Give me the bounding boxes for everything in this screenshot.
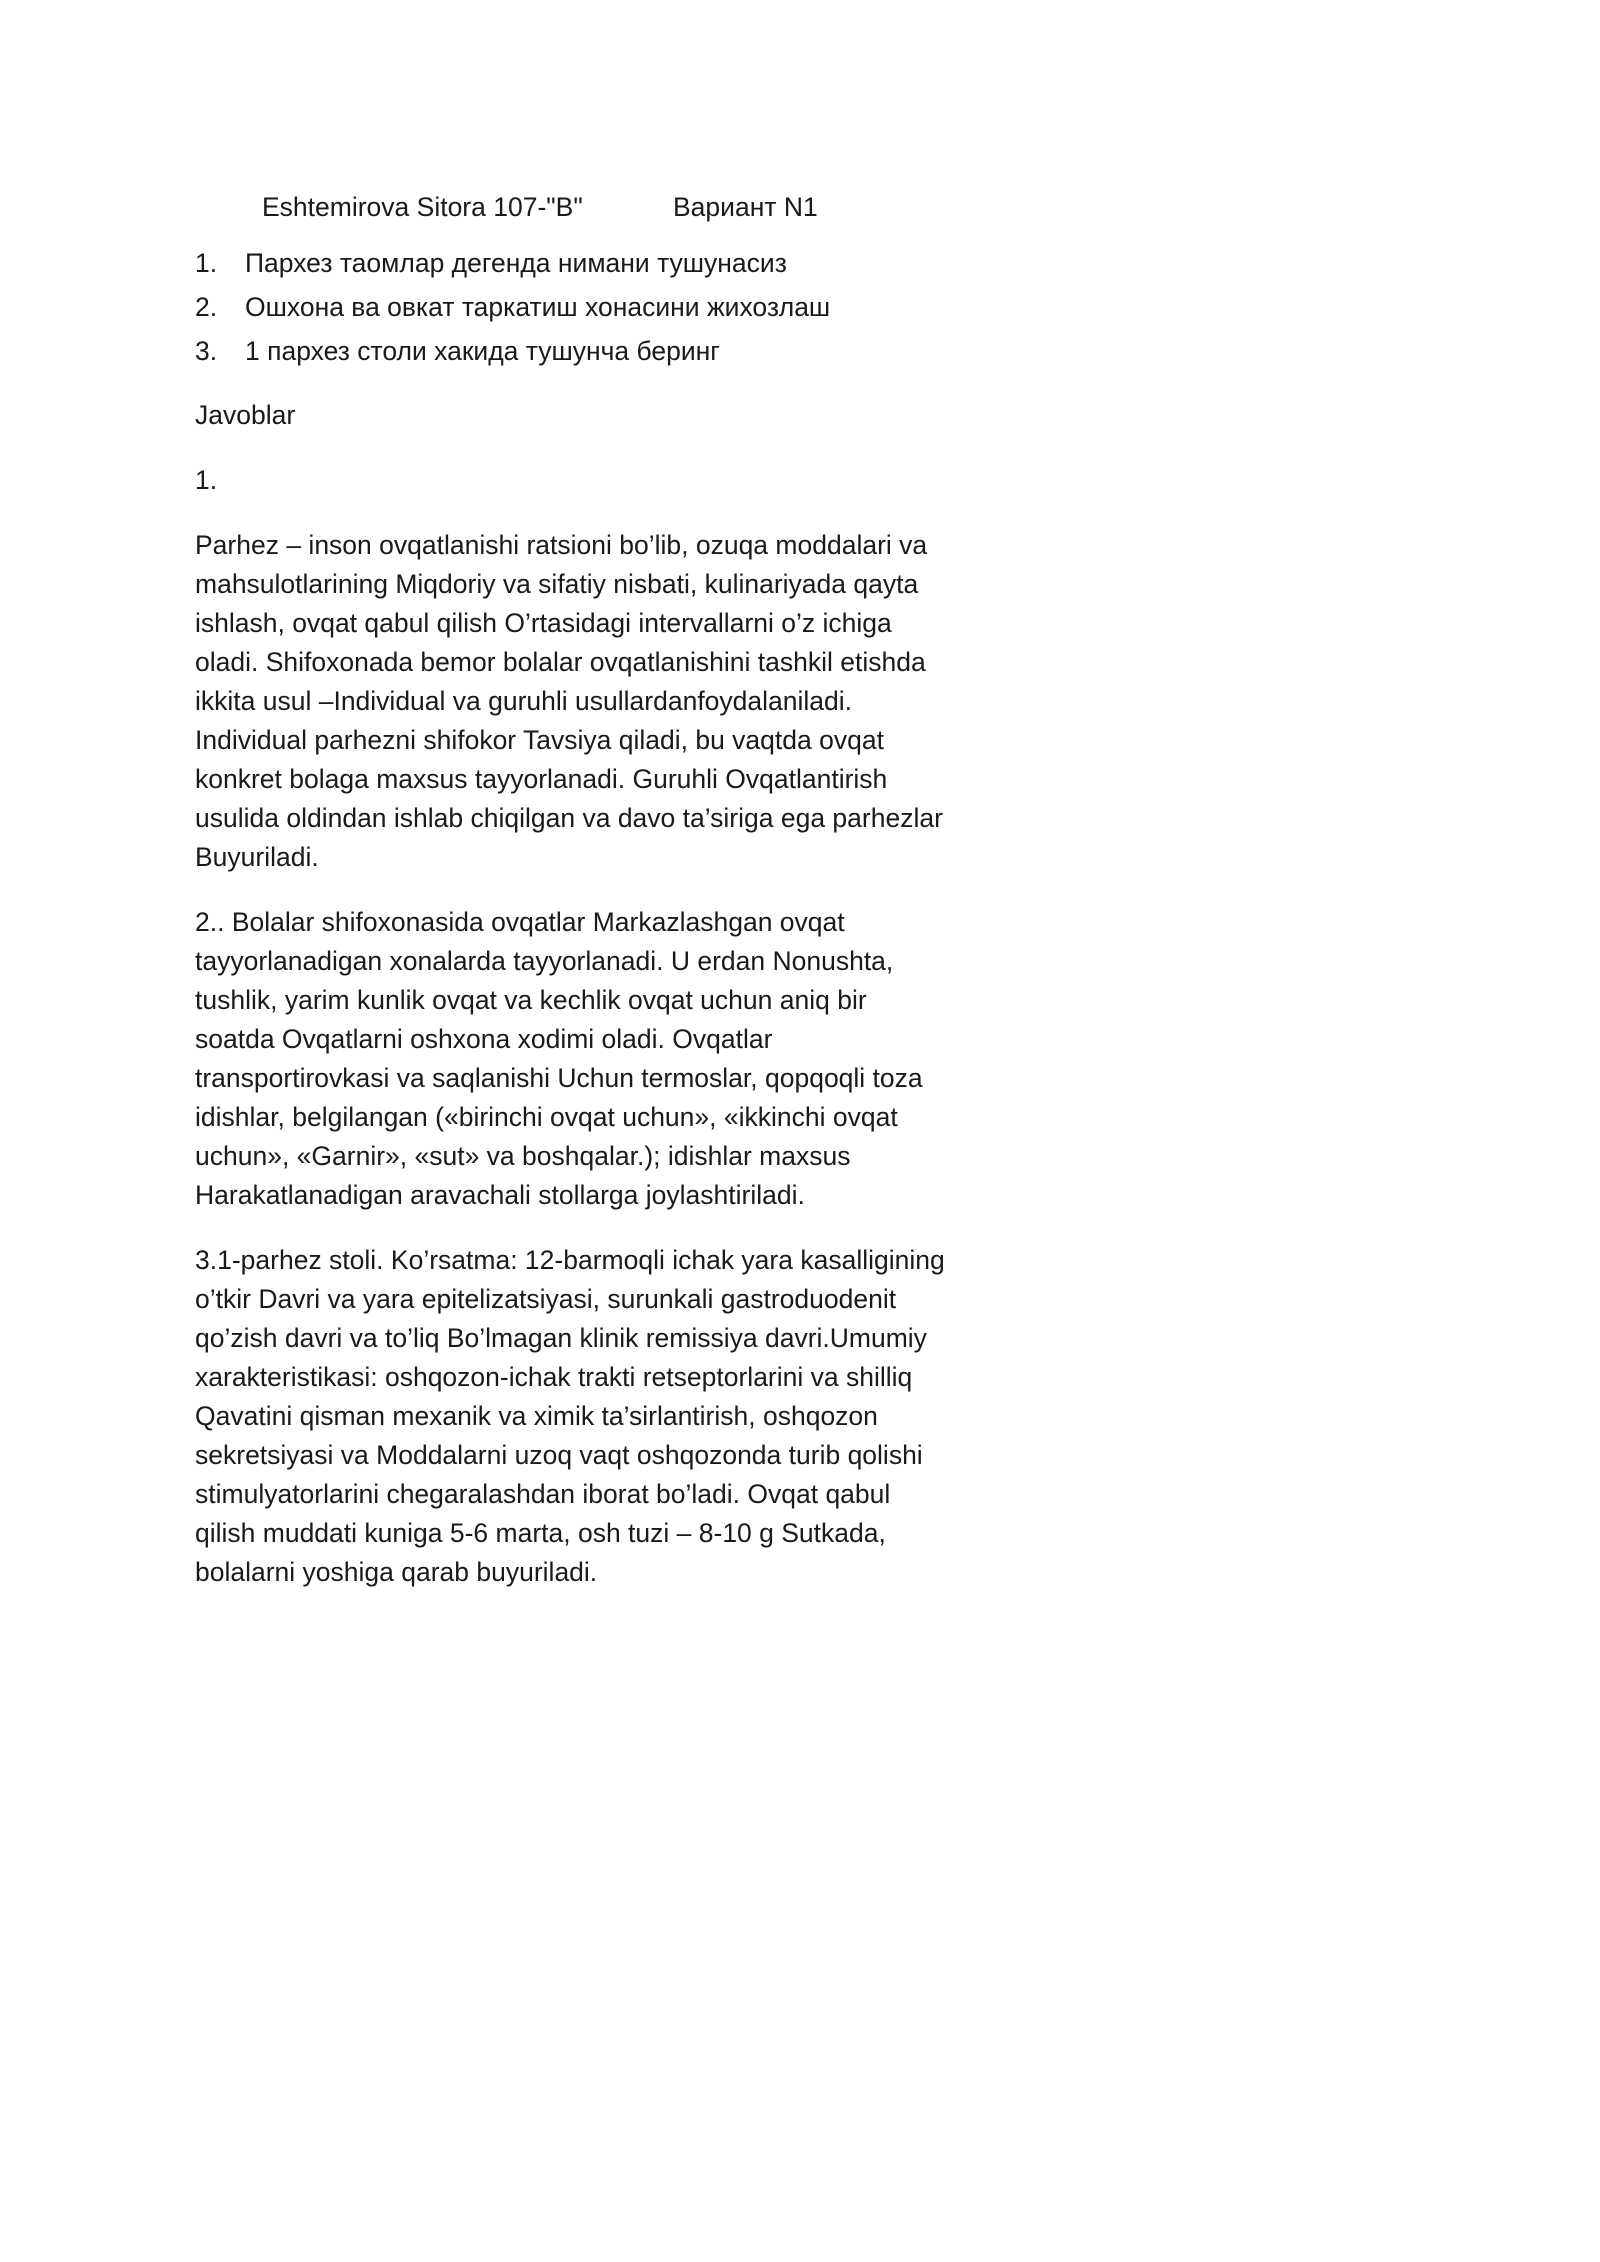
question-item	[195, 332, 995, 376]
question-text: Пархез таомлар дегенда нимани тушунасиз	[245, 248, 787, 278]
student-name: Eshtemirova Sitora 107-"B"	[262, 192, 583, 222]
answer-paragraph-2: 2.. Bolalar shifoxonasida ovqatlar Markazlashgan ovqat tayyorlanadigan xonalarda tayyorlanadi. U erdan Nonushta, tushlik, yarim kunlik ovqat va kechlik ovqat uchun aniq bir soatda Ovqatlarni oshxona xodimi oladi. Ovqatlar transportirovkasi va saqlanishi Uchun termoslar, qopqoqli toza idishlar, belgilangan («birinchi ovqat uchun», «ikkinchi ovqat uchun», «Garnir», «sut» va boshqalar.); idishlar maxsus Harakatlanadigan aravachali stollarga joylashtiriladi.	[195, 907, 923, 1210]
question-text: 1 пархез столи хакида тушунча беринг	[245, 336, 720, 366]
answer-paragraph-3: 3.1-parhez stoli. Ko’rsatma: 12-barmoqli ichak yara kasalligining o’tkir Davri va yara epitelizatsiyasi, surunkali gastroduodenit qo’zish davri va to’liq Bo’lmagan klinik remissiya davri.Umumiy xarakteristikasi: oshqozon-ichak trakti retseptorlarini va shilliq Qavatini qisman mexanik va ximik ta’sirlantirish, oshqozon sekretsiyasi va Moddalarni uzoq vaqt oshqozonda turib qolishi stimulyatorlarini chegaralashdan iborat bo’ladi. Ovqat qabul qilish muddati kuniga 5-6 marta, osh tuzi – 8-10 g Sutkada, bolalarni yoshiga qarab buyuriladi.	[195, 1245, 945, 1587]
question-list	[195, 244, 995, 376]
variant-label: Вариант N1	[673, 192, 818, 222]
question-number: 1.	[195, 248, 218, 278]
document-content	[195, 188, 995, 1618]
question-text: Ошхона ва овкат таркатиш хонасини жихозлаш	[245, 292, 831, 322]
answer-number: 1.	[195, 465, 218, 495]
question-item	[195, 288, 995, 332]
question-number: 3.	[195, 336, 218, 366]
answer-paragraph-1: Parhez – inson ovqatlanishi ratsioni bo’lib, ozuqa moddalari va mahsulotlarining Miqdoriy va sifatiy nisbati, kulinariyada qayta ishlash, ovqat qabul qilish O’rtasidagi intervallarni o’z ichiga oladi. Shifoxonada bemor bolalar ovqatlanishini tashkil etishda ikkita usul –Individual va guruhli usullardanfoydalaniladi. Individual parhezni shifokor Tavsiya qiladi, bu vaqtda ovqat konkret bolaga maxsus tayyorlanadi. Guruhli Ovqatlantirish usulida oldindan ishlab chiqilgan va davo ta’siriga ega parhezlar Buyuriladi.	[195, 530, 943, 872]
question-number: 2.	[195, 292, 218, 322]
answers-heading: Javoblar	[195, 400, 296, 430]
question-item	[195, 244, 995, 288]
document-header	[195, 188, 995, 236]
